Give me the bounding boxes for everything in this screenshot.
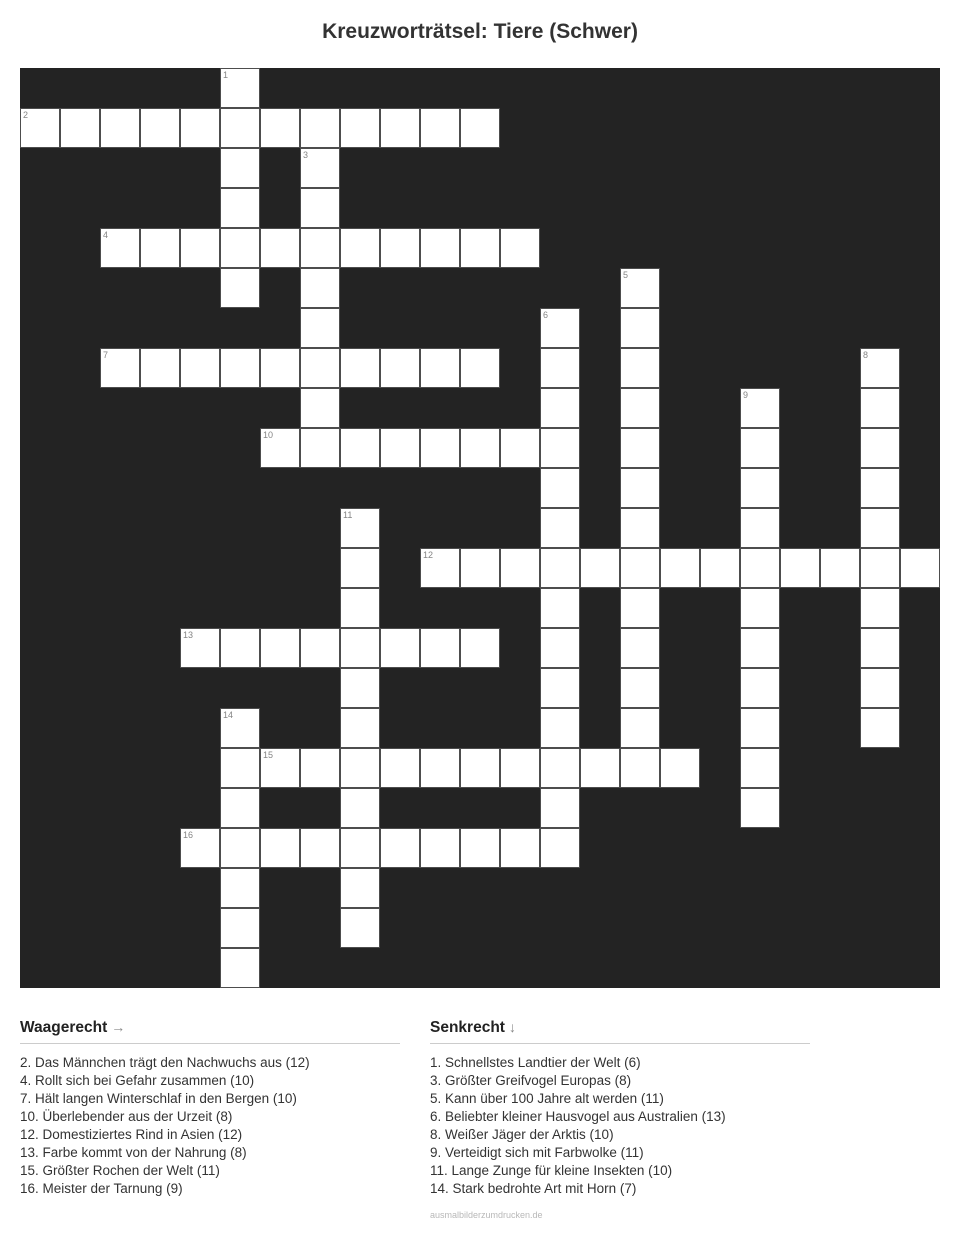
grid-cell[interactable] [420,628,460,668]
grid-cell[interactable] [420,748,460,788]
grid-cell[interactable] [220,228,260,268]
grid-cell[interactable] [340,908,380,948]
grid-cell[interactable] [460,628,500,668]
grid-cell[interactable] [700,548,740,588]
grid-cell[interactable] [860,508,900,548]
grid-cell[interactable] [620,588,660,628]
grid-cell[interactable] [420,108,460,148]
grid-cell[interactable] [540,788,580,828]
grid-cell[interactable] [220,868,260,908]
grid-cell[interactable] [860,468,900,508]
grid-cell[interactable] [220,348,260,388]
grid-cell[interactable] [860,588,900,628]
grid-cell[interactable] [460,548,500,588]
grid-cell[interactable] [500,748,540,788]
grid-cell[interactable] [540,348,580,388]
grid-cell[interactable] [620,508,660,548]
grid-cell[interactable] [300,308,340,348]
grid-cell[interactable] [620,388,660,428]
grid-cell[interactable] [620,748,660,788]
grid-cell[interactable] [220,188,260,228]
grid-cell[interactable] [340,108,380,148]
clue-item: 6. Beliebter kleiner Hausvogel aus Australien (13) [430,1109,726,1124]
grid-cell[interactable] [220,708,260,748]
grid-cell[interactable] [420,548,460,588]
grid-cell[interactable] [900,548,940,588]
clue-number: 1 [223,70,229,80]
grid-cell[interactable] [300,148,340,188]
clue-number: 16 [183,830,194,840]
clues-section [20,1018,940,1220]
grid-cell[interactable] [260,828,300,868]
grid-cell[interactable] [740,548,780,588]
grid-cell[interactable] [340,628,380,668]
clue-item: 14. Stark bedrohte Art mit Horn (7) [430,1181,637,1196]
grid-cell[interactable] [460,108,500,148]
grid-cell[interactable] [220,748,260,788]
down-heading [430,1018,810,1044]
grid-cell[interactable] [220,788,260,828]
site-credit: ausmalbilderzumdrucken.de [430,1210,543,1220]
grid-cell[interactable] [420,428,460,468]
grid-cell[interactable] [500,548,540,588]
across-clue-list [20,1054,400,1198]
grid-cell[interactable] [740,508,780,548]
grid-cell[interactable] [340,348,380,388]
grid-cell[interactable] [300,748,340,788]
grid-cell[interactable] [620,268,660,308]
grid-cell[interactable] [140,228,180,268]
clue-number: 9 [743,390,749,400]
down-heading-label: Senkrecht [430,1019,505,1036]
grid-cell[interactable] [740,788,780,828]
grid-cell[interactable] [260,108,300,148]
grid-cell[interactable] [580,548,620,588]
grid-cell[interactable] [300,828,340,868]
clue-item: 5. Kann über 100 Jahre alt werden (11) [430,1091,664,1106]
grid-cell[interactable] [740,588,780,628]
grid-cell[interactable] [100,228,140,268]
grid-cell[interactable] [460,428,500,468]
page-title: Kreuzworträtsel: Tiere (Schwer) [322,20,638,43]
right-arrow-icon: → [111,1019,126,1035]
grid-cell[interactable] [820,548,860,588]
grid-cell[interactable] [100,348,140,388]
grid-cell[interactable] [540,668,580,708]
grid-cell[interactable] [620,468,660,508]
grid-cell[interactable] [100,108,140,148]
down-clue-list [430,1054,810,1198]
grid-cell[interactable] [500,828,540,868]
grid-cell[interactable] [620,668,660,708]
clue-item: 8. Weißer Jäger der Arktis (10) [430,1127,614,1142]
grid-cell[interactable] [340,748,380,788]
grid-cell[interactable] [420,828,460,868]
grid-cell[interactable] [660,748,700,788]
clue-number: 7 [103,350,109,360]
grid-cell[interactable] [860,548,900,588]
grid-cell[interactable] [300,628,340,668]
grid-cell[interactable] [500,428,540,468]
grid-cell[interactable] [380,628,420,668]
grid-cell[interactable] [740,428,780,468]
grid-cell[interactable] [860,628,900,668]
across-clues-column [20,1018,400,1220]
grid-cell[interactable] [580,748,620,788]
clue-number: 2 [23,110,29,120]
grid-cell[interactable] [180,828,220,868]
grid-cell[interactable] [540,628,580,668]
grid-cell[interactable] [780,548,820,588]
grid-cell[interactable] [300,108,340,148]
across-heading [20,1018,400,1044]
grid-cell[interactable] [260,628,300,668]
grid-cell[interactable] [620,348,660,388]
grid-cell[interactable] [860,668,900,708]
down-clues-column [430,1018,810,1220]
grid-cell[interactable] [340,668,380,708]
clue-number: 13 [183,630,194,640]
grid-cell[interactable] [180,108,220,148]
grid-cell[interactable] [540,828,580,868]
grid-cell[interactable] [620,628,660,668]
grid-cell[interactable] [460,828,500,868]
grid-cell[interactable] [380,228,420,268]
clue-number: 14 [223,710,234,720]
grid-cell[interactable] [260,748,300,788]
crossword-grid [20,68,940,988]
grid-cell[interactable] [220,908,260,948]
grid-cell[interactable] [540,708,580,748]
grid-cell[interactable] [740,628,780,668]
grid-cell[interactable] [180,628,220,668]
grid-cell[interactable] [740,668,780,708]
grid-cell[interactable] [620,428,660,468]
grid-cell[interactable] [340,588,380,628]
clue-item: 7. Hält langen Winterschlaf in den Bergen (10) [20,1091,297,1106]
clue-number: 3 [303,150,309,160]
grid-cell[interactable] [260,228,300,268]
grid-cell[interactable] [140,108,180,148]
grid-cell[interactable] [540,428,580,468]
grid-cell[interactable] [220,148,260,188]
grid-cell[interactable] [540,468,580,508]
grid-cell[interactable] [300,428,340,468]
grid-cell[interactable] [540,748,580,788]
clue-number: 8 [863,350,869,360]
grid-cell[interactable] [300,268,340,308]
grid-cell[interactable] [340,788,380,828]
grid-cell[interactable] [380,348,420,388]
grid-cell[interactable] [540,588,580,628]
clue-item: 15. Größter Rochen der Welt (11) [20,1163,220,1178]
clue-item: 3. Größter Greifvogel Europas (8) [430,1073,632,1088]
clue-item: 11. Lange Zunge für kleine Insekten (10) [430,1163,673,1178]
grid-cell[interactable] [20,108,60,148]
clue-number: 5 [623,270,629,280]
grid-cell[interactable] [340,228,380,268]
grid-cell[interactable] [380,828,420,868]
grid-cell[interactable] [340,708,380,748]
grid-cell[interactable] [460,748,500,788]
clue-number: 15 [263,750,274,760]
grid-cell[interactable] [180,228,220,268]
grid-cell[interactable] [540,308,580,348]
grid-cell[interactable] [340,508,380,548]
grid-cell[interactable] [220,68,260,108]
clue-number: 12 [423,550,434,560]
clue-item: 16. Meister der Tarnung (9) [20,1181,183,1196]
across-heading-label: Waagerecht [20,1019,108,1036]
grid-cell[interactable] [340,548,380,588]
grid-cell[interactable] [340,428,380,468]
grid-cell[interactable] [340,828,380,868]
clue-item: 9. Verteidigt sich mit Farbwolke (11) [430,1145,644,1160]
clue-number: 6 [543,310,549,320]
grid-cell[interactable] [460,348,500,388]
clue-item: 2. Das Männchen trägt den Nachwuchs aus (12) [20,1055,310,1070]
down-arrow-icon: ↓ [508,1019,516,1035]
grid-cell[interactable] [60,108,100,148]
grid-cell[interactable] [540,388,580,428]
clue-item: 10. Überlebender aus der Urzeit (8) [20,1109,233,1124]
clue-item: 12. Domestiziertes Rind in Asien (12) [20,1127,243,1142]
grid-cell[interactable] [180,348,220,388]
grid-cell[interactable] [340,868,380,908]
grid-cell[interactable] [220,628,260,668]
grid-cell[interactable] [220,268,260,308]
grid-cell[interactable] [260,428,300,468]
clue-item: 4. Rollt sich bei Gefahr zusammen (10) [20,1073,255,1088]
grid-cell[interactable] [220,948,260,988]
grid-cell[interactable] [300,228,340,268]
grid-cell[interactable] [420,348,460,388]
grid-cell[interactable] [380,428,420,468]
grid-cell[interactable] [220,828,260,868]
grid-cell[interactable] [300,188,340,228]
grid-cell[interactable] [620,308,660,348]
grid-cell[interactable] [540,508,580,548]
grid-cell[interactable] [740,388,780,428]
grid-cell[interactable] [860,428,900,468]
clue-item: 13. Farbe kommt von der Nahrung (8) [20,1145,247,1160]
grid-cell[interactable] [420,228,460,268]
grid-cell[interactable] [500,228,540,268]
clue-number: 4 [103,230,109,240]
grid-cell[interactable] [740,468,780,508]
clue-item: 1. Schnellstes Landtier der Welt (6) [430,1055,641,1070]
grid-cell[interactable] [140,348,180,388]
grid-cell[interactable] [380,108,420,148]
grid-cell[interactable] [380,748,420,788]
grid-cell[interactable] [740,708,780,748]
grid-cell[interactable] [540,548,580,588]
grid-cell[interactable] [620,548,660,588]
grid-cell[interactable] [860,388,900,428]
clue-number: 11 [343,510,353,520]
clue-number: 10 [263,430,274,440]
grid-cell[interactable] [740,748,780,788]
grid-cell[interactable] [620,708,660,748]
grid-cell[interactable] [660,548,700,588]
grid-cell[interactable] [460,228,500,268]
grid-cell[interactable] [860,348,900,388]
grid-cell[interactable] [300,348,340,388]
grid-cell[interactable] [860,708,900,748]
grid-cell[interactable] [260,348,300,388]
page [0,20,960,1220]
grid-cell[interactable] [300,388,340,428]
grid-cell[interactable] [220,108,260,148]
